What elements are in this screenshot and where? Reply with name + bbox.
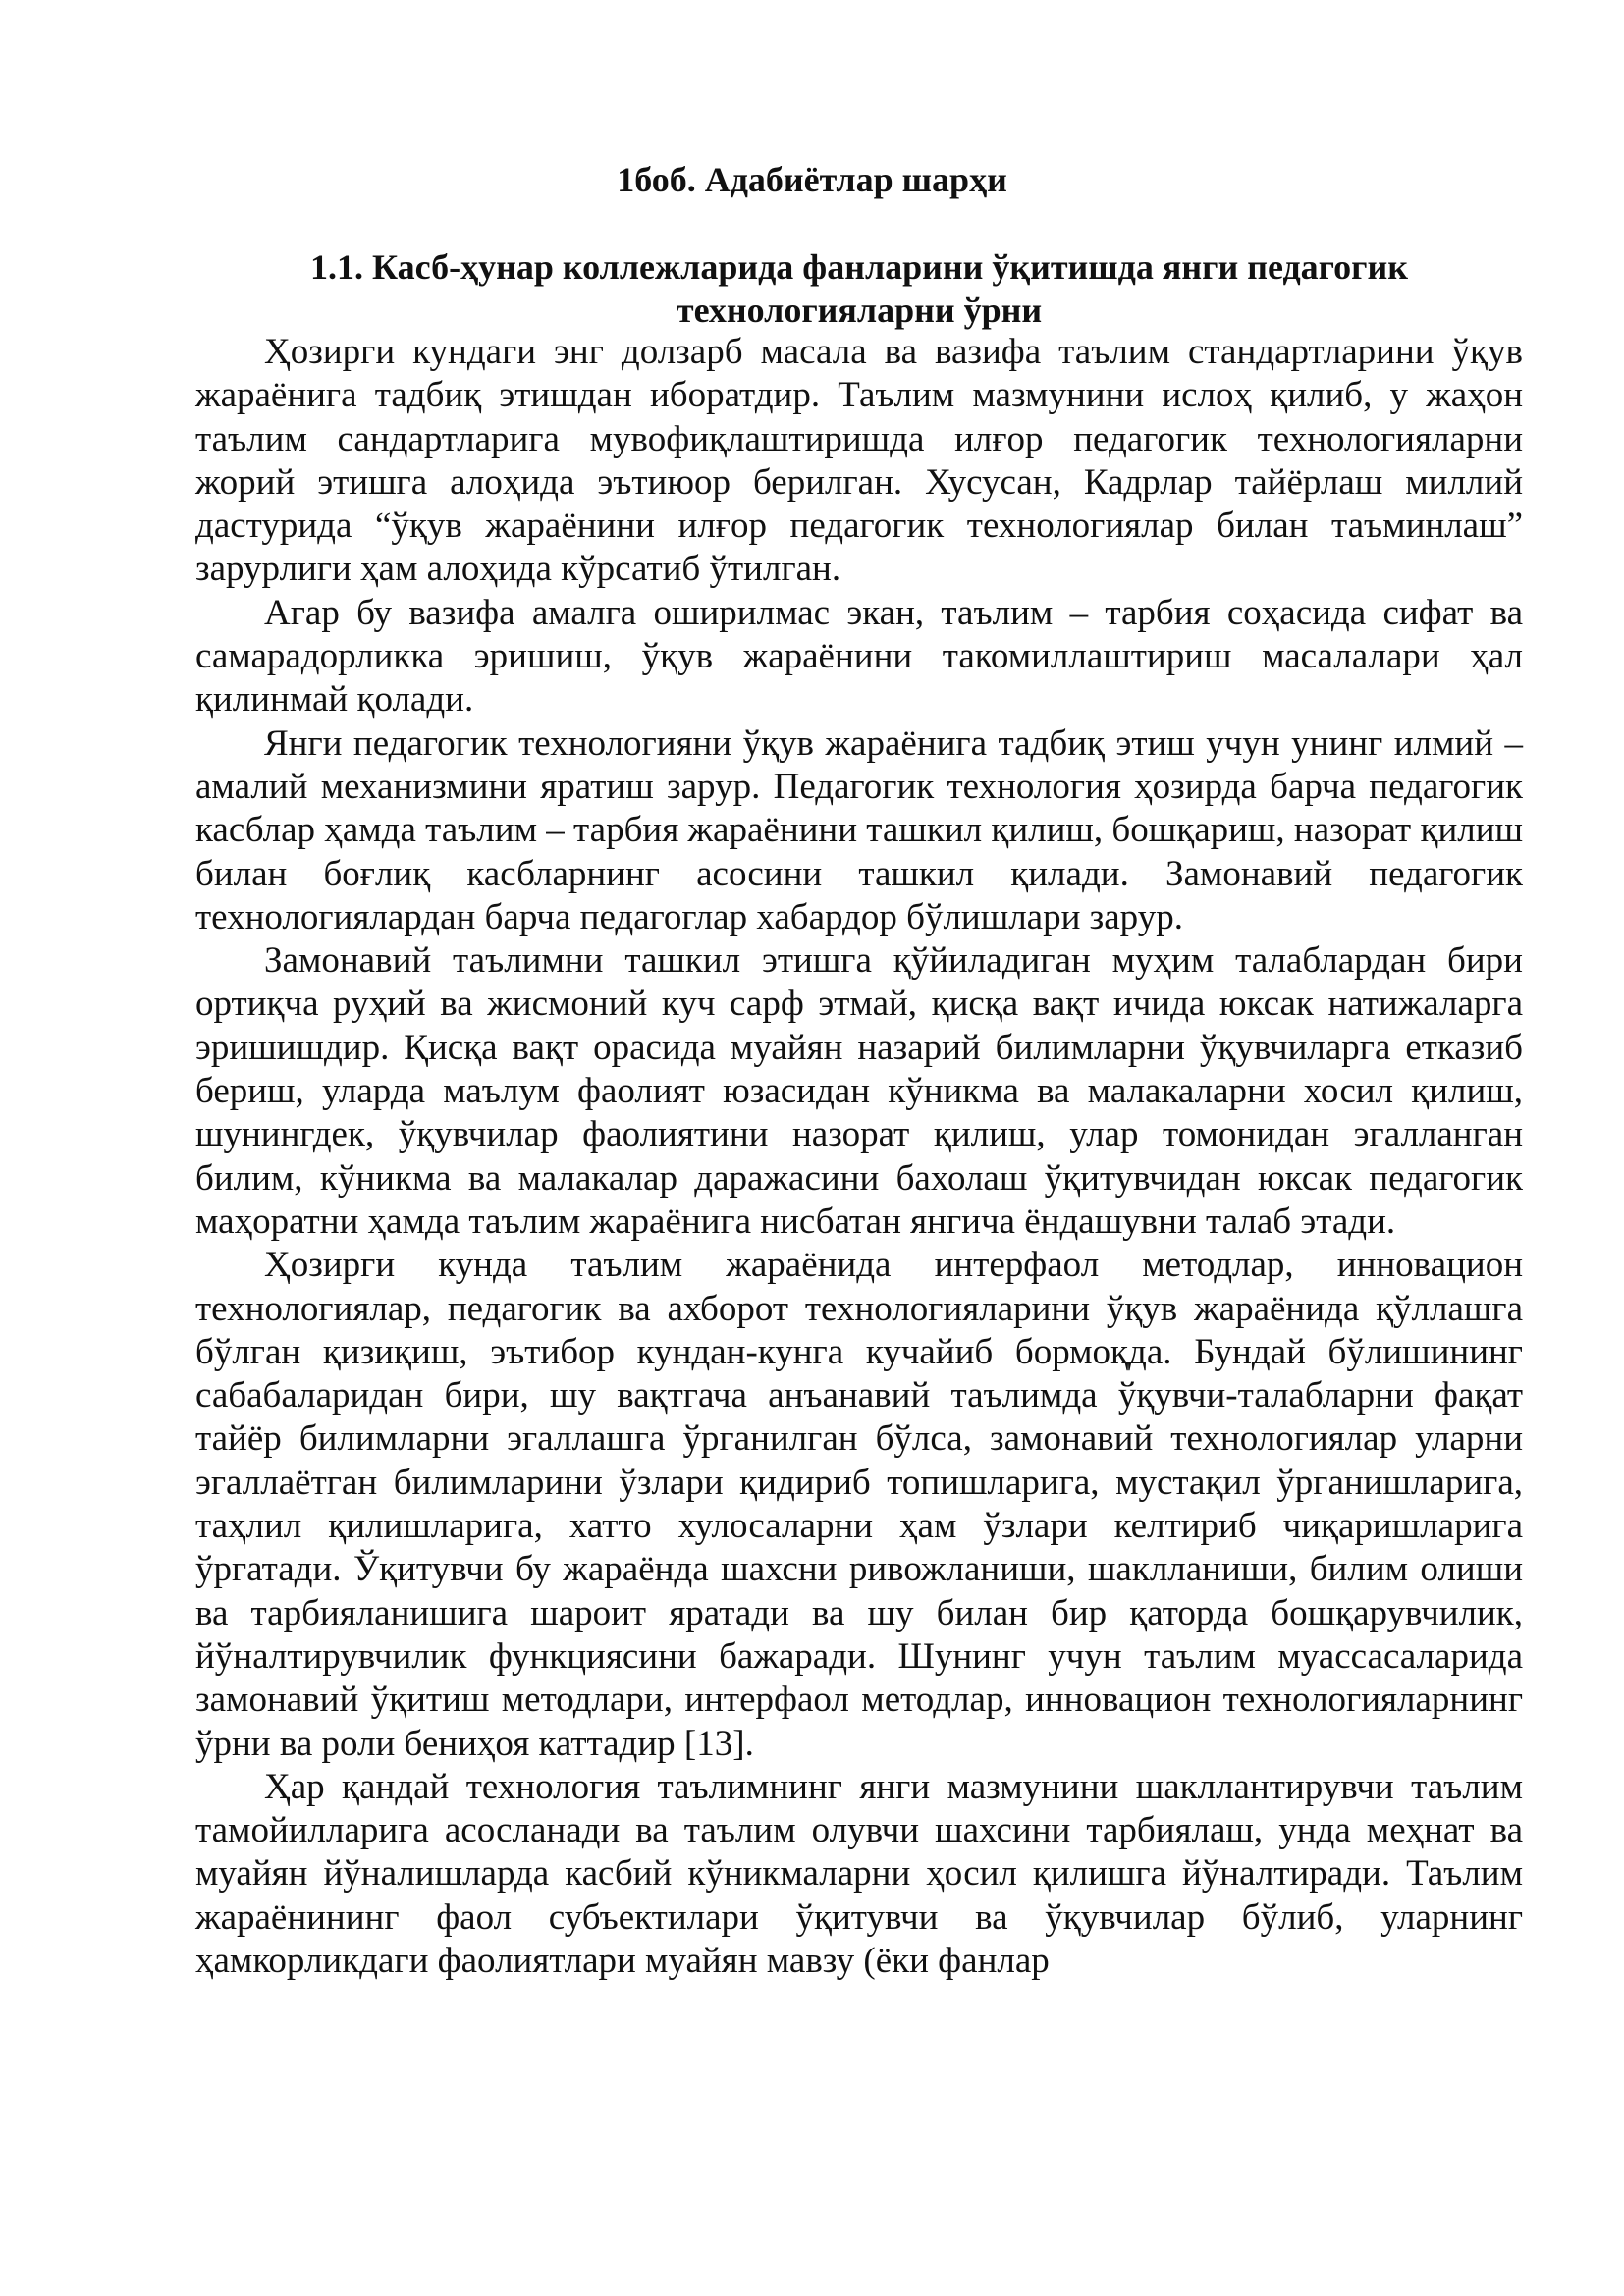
paragraph-4: Замонавий таълимни ташкил этишга қўйиладиган муҳим талаблардан бири ортиқча руҳий ва жисмоний куч сарф этмай, қисқа вақт ичида юксак натижаларга эришишдир. Қисқа вақт орасида муайян назарий билимларни ўқувчиларга етказиб бериш, уларда маълум фаолият юзасидан кўникма ва малакаларни хосил қилиш, шунингдек, ўқувчилар фаолиятини назорат қилиш, улар томонидан эгалланган билим, кўникма ва малакалар даражасини бахолаш ўқитувчидан юксак педагогик маҳоратни ҳамда таълим жараёнига нисбатан янгича ёндашувни талаб этади.: [195, 940, 1523, 1242]
paragraph-2: Агар бу вазифа амалга оширилмас экан, таълим – тарбия соҳасида сифат ва самарадорликка эришиш, ўқув жараёнини такомиллаштириш масалалари ҳал қилинмай қолади.: [195, 592, 1523, 721]
paragraph-3: Янги педагогик технологияни ўқув жараёнига тадбиқ этиш учун унинг илмий – амалий механизмини яратиш зарур. Педагогик технология ҳозирда барча педагогик касблар ҳамда таълим – тарбия жараёнини ташкил қилиш, бошқариш, назорат қилиш билан боғлиқ касбларнинг асосини ташкил қилади. Замонавий педагогик технологиялардан барча педагоглар хабардор бўлишлари зарур.: [195, 722, 1523, 937]
paragraph-5: Ҳозирги кунда таълим жараёнида интерфаол методлар, инновацион технологиялар, педагогик ва ахборот технологияларини ўқув жараёнида қўллашга бўлган қизиқиш, эътибор кундан-кунга кучайиб бормоқда. Бундай бўлишининг сабабаларидан бири, шу вақтгача анъанавий таълимда ўқувчи-талабларни фақат тайёр билимларни эгаллашга ўрганилган бўлса, замонавий технологиялар уларни эгаллаётган билимларини ўзлари қидириб топишларига, мустақил ўрганишларига, таҳлил қилишларига, хатто хулосаларни ҳам ўзлари келтириб чиқаришларига ўргатади. Ўқитувчи бу жараёнда шахсни ривожланиши, шаклланиши, билим олиши ва тарбияланишига шароит яратади ва шу билан бир қаторда бошқарувчилик, йўналтирувчилик функциясини бажаради. Шунинг учун таълим муассасаларида замонавий ўқитиш методлари, интерфаол методлар, инновацион технологияларнинг ўрни ва роли бениҳоя каттадир [13].: [195, 1245, 1523, 1764]
paragraph-6: Ҳар қандай технология таълимнинг янги мазмунини шакллантирувчи таълим тамойилларига асосланади ва таълим олувчи шахсини тарбиялаш, унда меҳнат ва муайян йўналишларда касбий кўникмаларни ҳосил қилишга йўналтиради. Таълим жараёнининг фаол субъектилари ўқитувчи ва ўқувчилар бўлиб, уларнинг ҳамкорликдаги фаолиятлари муайян мавзу (ёки фанлар: [195, 1766, 1523, 1981]
body-text: [195, 331, 1523, 1983]
section-title: 1.1. Касб-ҳунар коллежларида фанларини ўқитишда янги педагогик технологияларни ўрни: [310, 247, 1408, 330]
paragraph-1: Ҳозирги кундаги энг долзарб масала ва вазифа таълим стандартларини ўқув жараёнига тадбиқ этишдан иборатдир. Таълим мазмунини ислоҳ қилиб, у жаҳон таълим сандартларига мувофиқлаштиришда илғор педагогик технологияларни жорий этишга алоҳида эътиюор берилган. Хусусан, Кадрлар тайёрлаш миллий дастурида “ўқув жараёнини илғор педагогик технологиялар билан таъминлаш” зарурлиги ҳам алоҳида кўрсатиб ўтилган.: [195, 332, 1523, 590]
chapter-title: 1боб. Адабиётлар шарҳи: [617, 160, 1007, 199]
